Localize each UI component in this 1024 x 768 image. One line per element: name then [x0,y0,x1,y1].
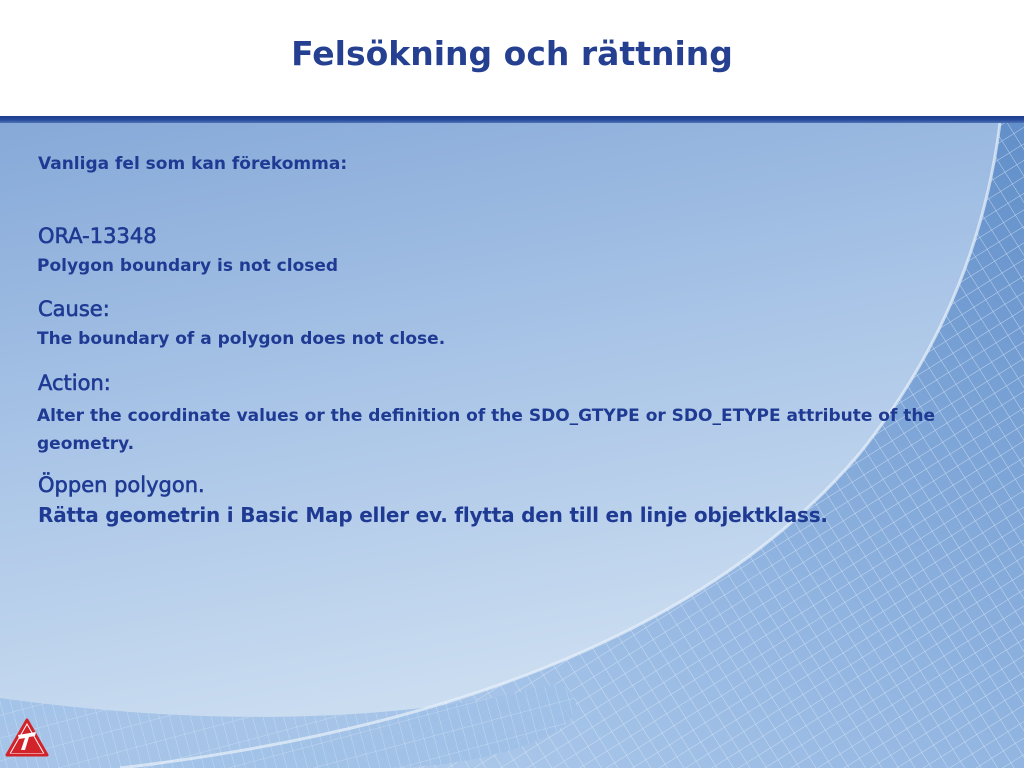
open-polygon-heading: Öppen polygon. [38,473,205,497]
title-divider [0,116,1024,123]
cause-text: The boundary of a polygon does not close. [37,329,446,349]
cause-heading: Cause: [38,297,110,321]
title-bar [0,0,1024,116]
action-heading: Action: [38,371,111,395]
red-t-logo-icon [4,717,50,763]
intro-text: Vanliga fel som kan förekomma: [38,154,348,174]
error-code-heading: ORA-13348 [38,224,157,248]
slide-title: Felsökning och rättning [291,34,733,73]
error-message: Polygon boundary is not closed [37,256,339,276]
open-polygon-text: Rätta geometrin i Basic Map eller ev. flytta den till en linje objektklass. [38,503,828,527]
action-text: Alter the coordinate values or the definition of the SDO_GTYPE or SDO_ETYPE attribute of the geometry. [37,406,936,454]
